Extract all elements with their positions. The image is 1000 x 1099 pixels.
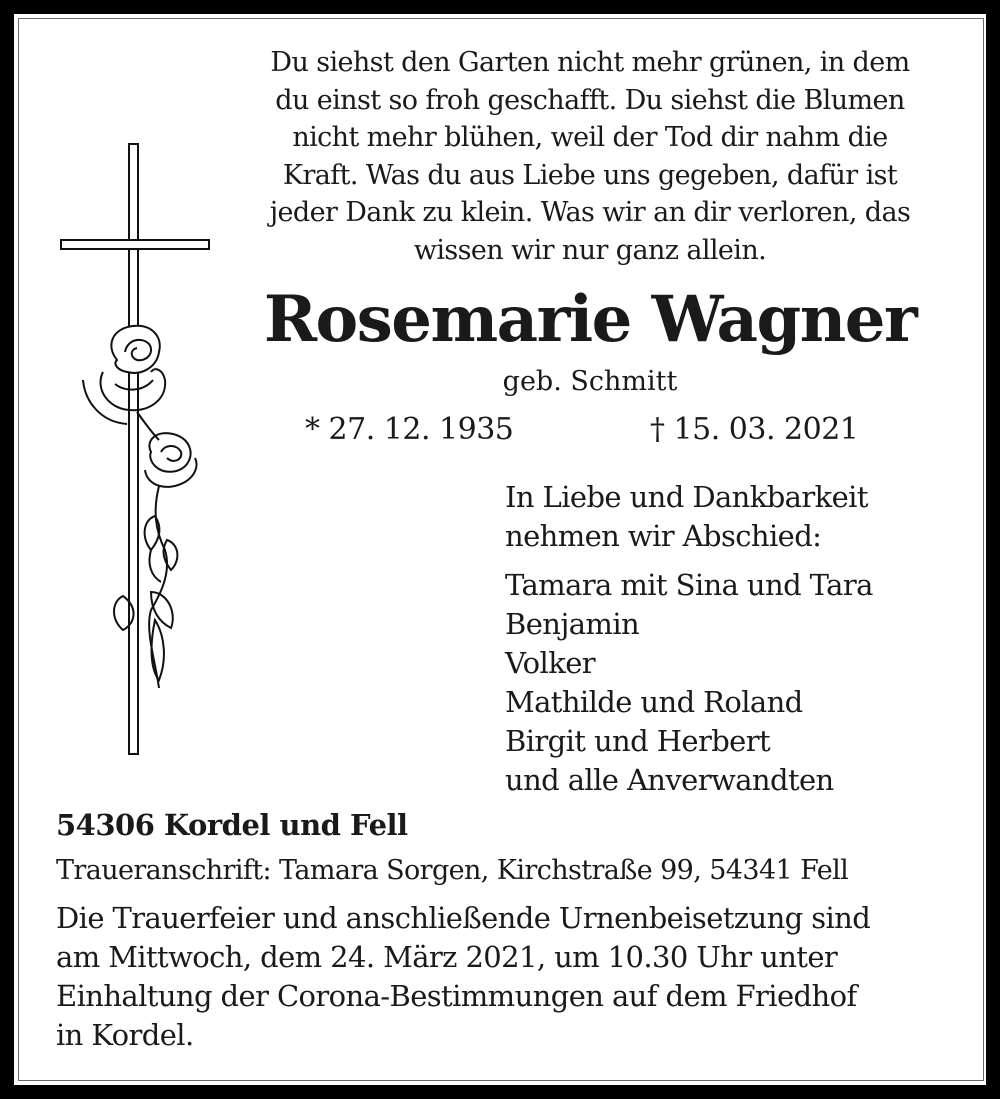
mourner-item: Volker [505,646,596,680]
poem-line: Kraft. Was du aus Liebe uns gegeben, dafür ist [282,159,898,191]
death-date: † 15. 03. 2021 [650,412,859,447]
poem [240,44,940,269]
mourner-item: Tamara mit Sina und Tara [505,568,873,602]
cross-with-roses-icon [55,140,215,760]
ceremony-line: in Kordel. [56,1018,194,1052]
poem-line: wissen wir nur ganz allein. [413,234,767,266]
deceased-name: Rosemarie Wagner [263,282,917,357]
mourner-item: Benjamin [505,607,640,641]
poem-line: nicht mehr blühen, weil der Tod dir nahm die [292,122,888,153]
ceremony-line: Einhaltung der Corona-Bestimmungen auf dem Friedhof [56,979,857,1013]
ceremony-line: Die Trauerfeier und anschließende Urnenbeisetzung sind [56,901,871,935]
farewell-line: nehmen wir Abschied: [505,519,822,553]
mourner-item: Mathilde und Roland [505,685,803,719]
mourner-item: Birgit und Herbert [505,724,771,758]
farewell-text [505,478,868,556]
farewell-line: In Liebe und Dankbarkeit [505,480,868,514]
mourners-list [505,566,873,800]
birth-name: geb. Schmitt [502,366,678,397]
mourning-address: Traueranschrift: Tamara Sorgen, Kirchstraße 99, 54341 Fell [56,855,849,886]
mourner-item: und alle Anverwandten [505,763,834,797]
location: 54306 Kordel und Fell [56,808,408,842]
ceremony-info [56,899,956,1055]
poem-line: jeder Dank zu klein. Was wir an dir verloren, das [269,197,911,228]
poem-line: Du siehst den Garten nicht mehr grünen, in dem [270,47,910,78]
ceremony-line: am Mittwoch, dem 24. März 2021, um 10.30 Uhr unter [56,940,838,974]
birth-date: * 27. 12. 1935 [305,412,514,447]
poem-line: du einst so froh geschafft. Du siehst die Blumen [275,84,905,116]
